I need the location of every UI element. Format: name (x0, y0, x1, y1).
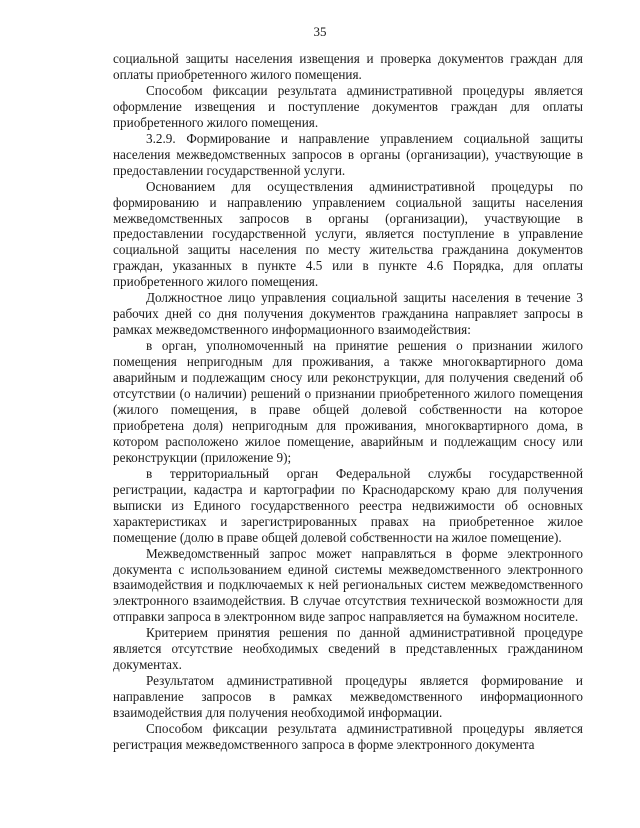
list-item: в территориальный орган Федеральной службы государственной регистрации, кадастра и картографии по Краснодарскому краю для получения выписки из Единого государственного реестра недвижимости об основных характеристиках и зарегистрированных правах на приобретенное жилое помещение (долю в праве общей долевой собственности на жилое помещение). (113, 465, 583, 545)
paragraph: социальной защиты населения извещения и проверка документов граждан для оплаты приобретенного жилого помещения. (113, 51, 583, 82)
paragraph: Результатом административной процедуры является формирование и направление запросов в рамках межведомственного информационного взаимодействия для получения необходимой информации. (113, 673, 583, 721)
paragraph: Способом фиксации результата административной процедуры является регистрация межведомственного запроса в форме электронного документа (113, 721, 583, 752)
section-heading: 3.2.9. Формирование и направление управлением социальной защиты населения межведомственных запросов в органы (организации), участвующие в предоставлении государственной услуги. (113, 130, 583, 178)
list-item: в орган, уполномоченный на принятие решения о признании жилого помещения непригодным для проживания, а также многоквартирного дома аварийным и подлежащим сносу или реконструкции, для получения сведений об отсутствии (о наличии) решений о признании приобретенного жилого помещения (жилого помещения, в праве общей долевой собственности на которое приобретена доля) непригодным для проживания, многоквартирного дома, в котором расположено жилое помещение, аварийным и подлежащим сносу или реконструкции (приложение 9); (113, 338, 583, 465)
page-number: 35 (313, 24, 327, 39)
document-body (113, 51, 583, 753)
paragraph: Межведомственный запрос может направляться в форме электронного документа с использованием единой системы межведомственного электронного взаимодействия и подключаемых к ней региональных систем межведомственного электронного взаимодействия. В случае отсутствия технической возможности для отправки запроса в электронном виде запрос направляется на бумажном носителе. (113, 545, 583, 625)
paragraph: Критерием принятия решения по данной административной процедуре является отсутствие необходимых сведений в представленных гражданином документах. (113, 625, 583, 673)
paragraph: Должностное лицо управления социальной защиты населения в течение 3 рабочих дней со дня получения документов гражданина направляет запросы в рамках межведомственного информационного взаимодействия: (113, 290, 583, 338)
paragraph: Основанием для осуществления административной процедуры по формированию и направлению управлением социальной защиты населения межведомственных запросов в органы (организации), участвующие в предоставлении государственной услуги, является поступление в управление социальной защиты населения по месту жительства гражданина документов граждан, указанных в пункте 4.5 или в пункте 4.6 Порядка, для оплаты приобретенного жилого помещения. (113, 178, 583, 290)
paragraph: Способом фиксации результата административной процедуры является оформление извещения и поступление документов граждан для оплаты приобретенного жилого помещения. (113, 82, 583, 130)
